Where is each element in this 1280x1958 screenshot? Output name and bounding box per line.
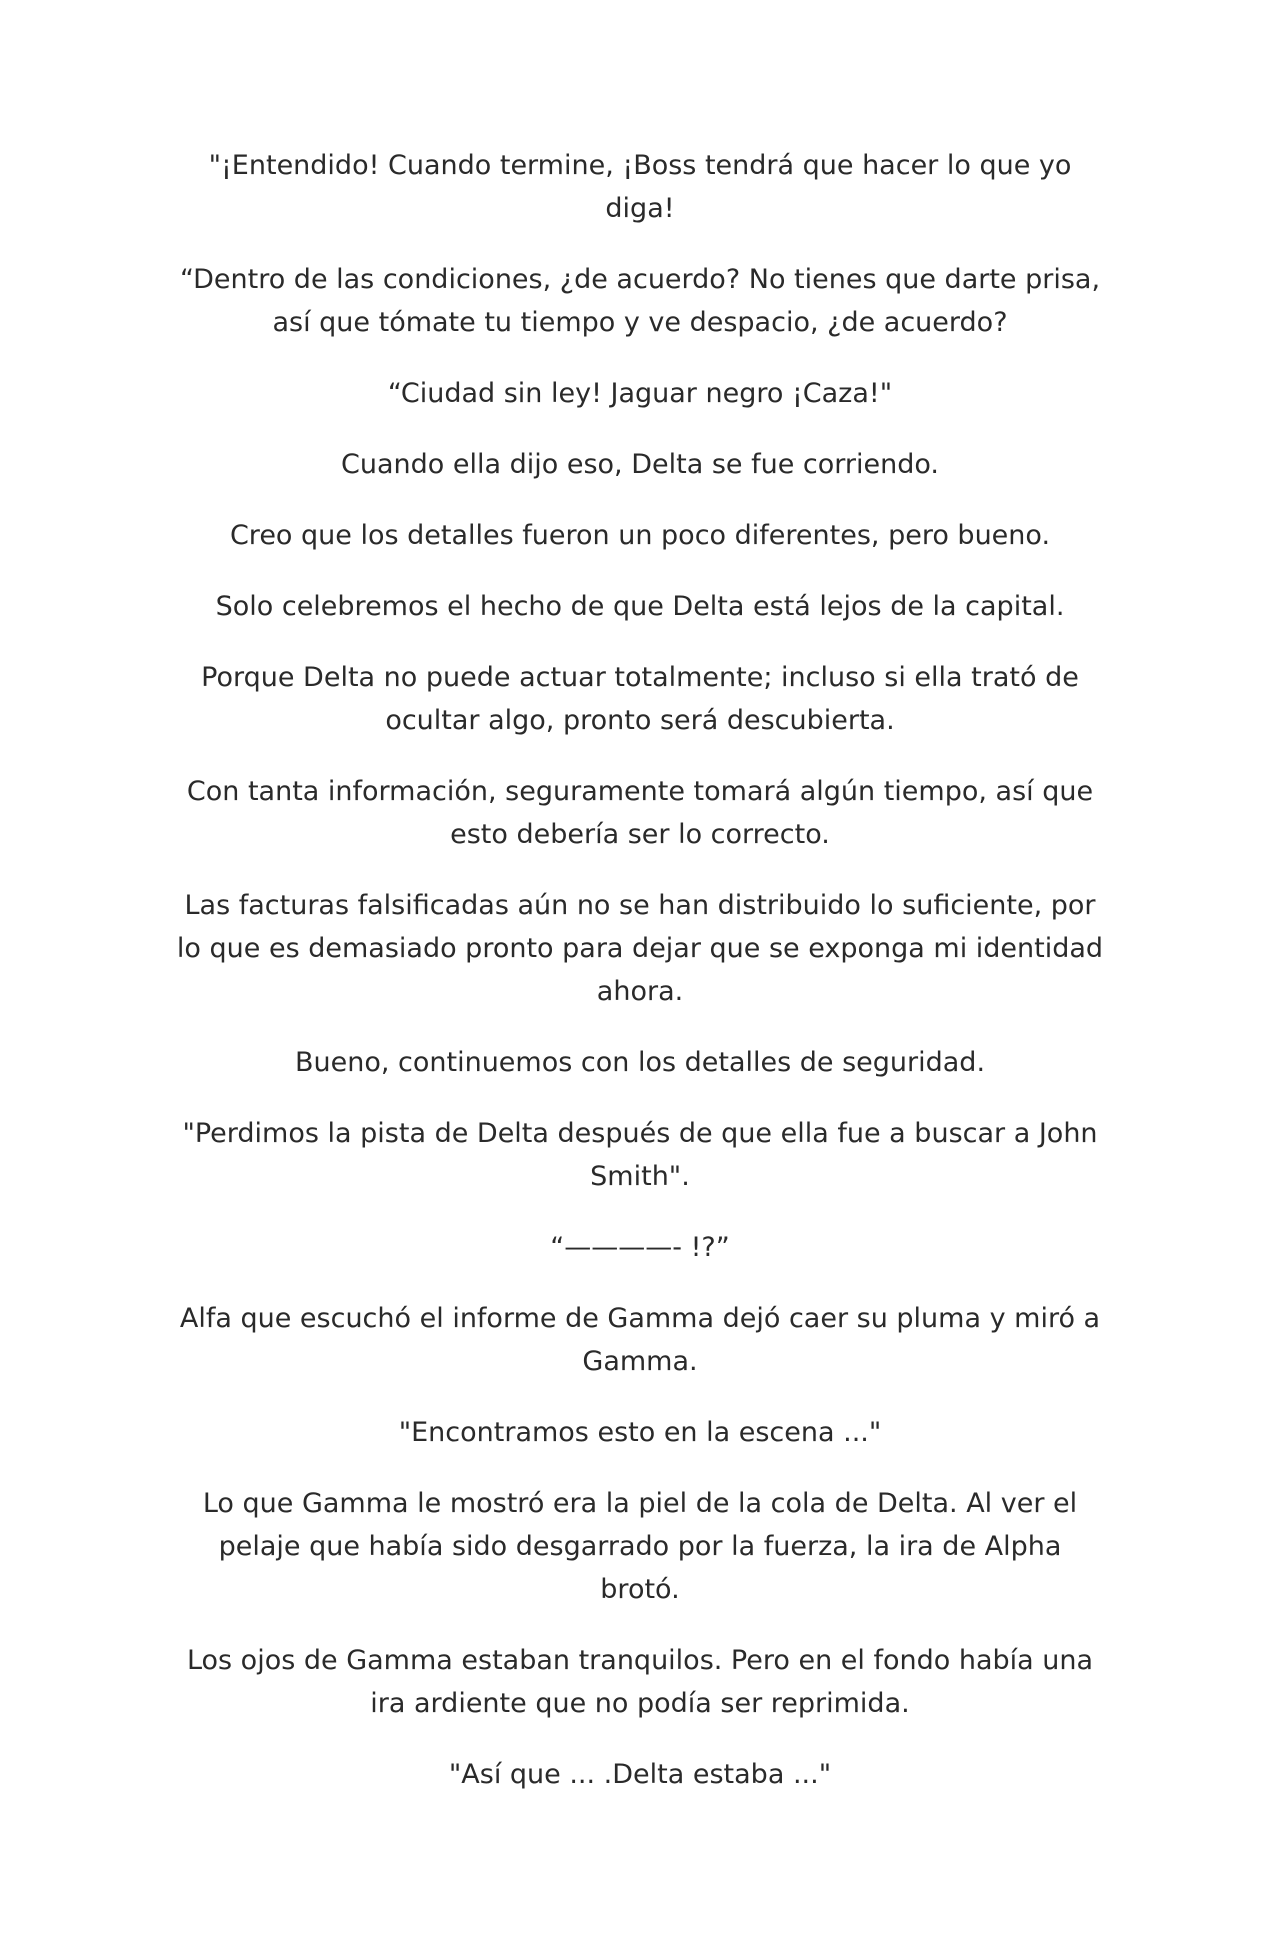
paragraph: Creo que los detalles fueron un poco diferentes, pero bueno. xyxy=(229,520,1051,551)
paragraph: Lo que Gamma le mostró era la piel de la cola de Delta. Al ver el pelaje que había sido desgarrado por la fuerza, la ira de Alpha brotó. xyxy=(202,1488,1078,1605)
paragraph: “Dentro de las condiciones, ¿de acuerdo? No tienes que darte prisa, así que tómate tu tiempo y ve despacio, ¿de acuerdo? xyxy=(179,264,1101,338)
paragraph: Alfa que escuchó el informe de Gamma dejó caer su pluma y miró a Gamma. xyxy=(179,1303,1101,1377)
paragraph: Bueno, continuemos con los detalles de seguridad. xyxy=(294,1047,986,1078)
paragraph: "Perdimos la pista de Delta después de que ella fue a buscar a John Smith". xyxy=(182,1118,1098,1192)
paragraph: "Así que ... .Delta estaba ..." xyxy=(448,1759,832,1790)
paragraph: Cuando ella dijo eso, Delta se fue corriendo. xyxy=(341,449,939,480)
paragraph: “————- !?” xyxy=(550,1232,730,1263)
paragraph: “Ciudad sin ley! Jaguar negro ¡Caza!" xyxy=(387,378,893,409)
paragraph: Porque Delta no puede actuar totalmente; incluso si ella trató de ocultar algo, pronto será descubierta. xyxy=(201,662,1079,736)
paragraph: Solo celebremos el hecho de que Delta está lejos de la capital. xyxy=(215,591,1065,622)
document-body xyxy=(175,144,1105,1824)
paragraph: Los ojos de Gamma estaban tranquilos. Pero en el fondo había una ira ardiente que no podía ser reprimida. xyxy=(186,1645,1094,1719)
paragraph: "Encontramos esto en la escena ..." xyxy=(398,1417,882,1448)
paragraph: "¡Entendido! Cuando termine, ¡Boss tendrá que hacer lo que yo diga! xyxy=(208,150,1072,224)
paragraph: Las facturas falsificadas aún no se han distribuido lo suficiente, por lo que es demasiado pronto para dejar que se exponga mi identidad ahora. xyxy=(176,890,1104,1007)
paragraph: Con tanta información, seguramente tomará algún tiempo, así que esto debería ser lo correcto. xyxy=(186,776,1094,850)
